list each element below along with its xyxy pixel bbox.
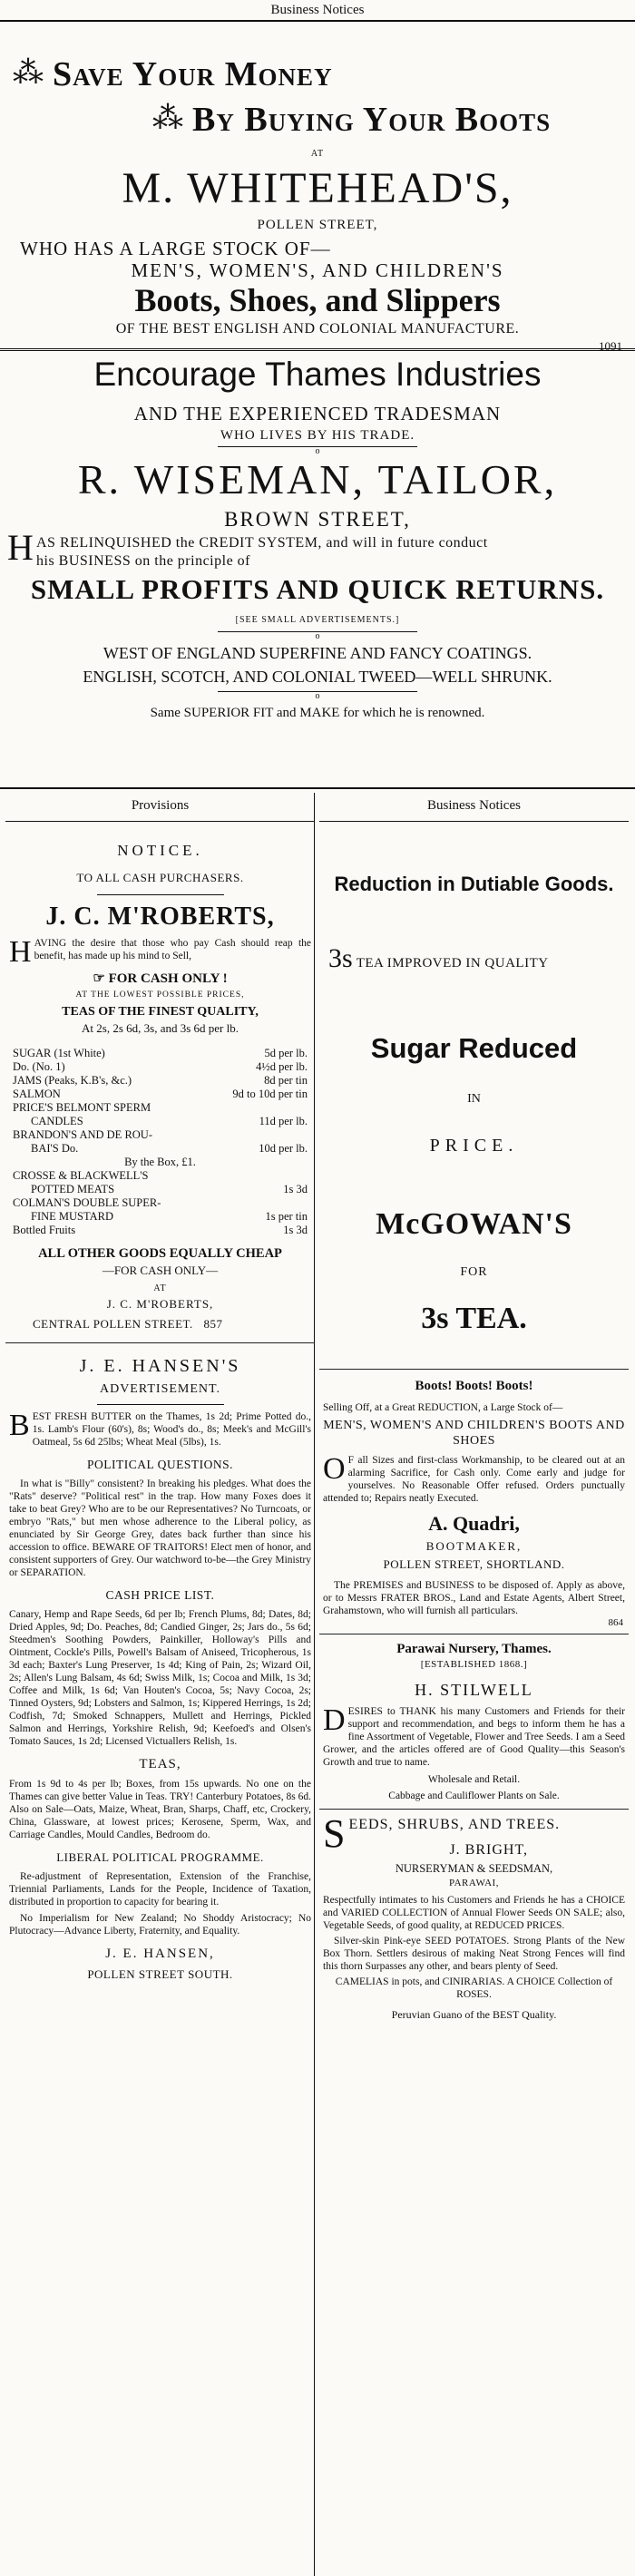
page-header: Business Notices xyxy=(270,3,365,17)
hansen-advertisement: ADVERTISEMENT. xyxy=(99,1382,221,1396)
political-heading: POLITICAL QUESTIONS. xyxy=(87,1458,233,1471)
price-row xyxy=(13,1047,308,1060)
of-all-text: F all Sizes and first-class Workmanship, to be cleared out at an alarming Sacrifice, for Cash only. Come early and judge for yourselves. No Reasonable Offer refused. Orders punctually attended to; Repairs neatly Executed. xyxy=(323,1455,625,1504)
quadri-name: A. Quadri, xyxy=(428,1512,520,1535)
notice-heading: NOTICE. xyxy=(117,842,203,859)
price-value: 11d per lb. xyxy=(259,1115,308,1127)
section-rule xyxy=(5,1342,315,1343)
price-row xyxy=(13,1142,308,1156)
cash-only: ☞ FOR CASH ONLY ! xyxy=(93,971,228,986)
price-item: POTTED MEATS xyxy=(31,1183,115,1195)
imperialism-text: No Imperialism for New Zealand; No Shoddy Aristocracy; No Plutocracy—Advance Liberty, Fraternity, and Equality. xyxy=(9,1913,311,1937)
mroberts-sign: J. C. M'ROBERTS, xyxy=(106,1297,214,1311)
cabbage: Cabbage and Cauliflower Plants on Sale. xyxy=(388,1791,560,1801)
of-all-dropcap: O xyxy=(323,1452,346,1486)
price-value: 4½d per lb. xyxy=(256,1060,308,1073)
at-label-left: AT xyxy=(153,1283,167,1293)
slogan: SMALL PROFITS AND QUICK RETURNS. xyxy=(30,573,605,605)
price-item: JAMS (Peaks, K.B's, &c.) xyxy=(13,1074,132,1087)
bright-name: J. BRIGHT, xyxy=(449,1842,529,1858)
selling-off: Selling Off, at a Great REDUCTION, a Large Stock of— xyxy=(323,1402,563,1413)
in-label: IN xyxy=(467,1092,481,1106)
other-goods: ALL OTHER GOODS EQUALLY CHEAP xyxy=(38,1246,282,1261)
for-label: FOR xyxy=(460,1265,488,1279)
section-rule-r3 xyxy=(319,1809,629,1810)
separator-3 xyxy=(218,691,417,701)
price-row xyxy=(13,1183,308,1196)
buying-boots-line: By Buying Your Boots xyxy=(192,101,552,139)
butter-dropcap: B xyxy=(9,1409,30,1442)
price-item: Do. (No. 1) xyxy=(13,1060,65,1073)
price-row xyxy=(13,1074,308,1088)
cash-price-heading: CASH PRICE LIST. xyxy=(105,1588,215,1602)
price-item: Bottled Fruits xyxy=(13,1224,76,1236)
price-row xyxy=(13,1210,308,1224)
sub-heading-1: AND THE EXPERIENCED TRADESMAN xyxy=(133,403,502,424)
price-value: 1s per tin xyxy=(265,1210,308,1223)
wholesale: Wholesale and Retail. xyxy=(427,1774,521,1785)
price-row xyxy=(13,1169,308,1183)
tea-price: 3s TEA. xyxy=(421,1302,527,1335)
tea-improved xyxy=(319,943,629,974)
boots-heading: Boots! Boots! Boots! xyxy=(415,1379,533,1393)
of-all-para xyxy=(319,1454,629,1505)
products: Boots, Shoes, and Slippers xyxy=(134,282,501,318)
price-row xyxy=(13,1101,308,1115)
encourage-heading: Encourage Thames Industries xyxy=(93,356,542,393)
price-row xyxy=(13,1196,308,1210)
price-row xyxy=(13,1128,308,1142)
price-item: FINE MUSTARD xyxy=(31,1210,114,1223)
whitehead-advertisement xyxy=(0,22,635,351)
lowest-prices: AT THE LOWEST POSSIBLE PRICES, xyxy=(75,990,245,1000)
price-value: 8d per tin xyxy=(264,1074,308,1087)
price-item: BAI'S Do. xyxy=(31,1142,79,1155)
established: [ESTABLISHED 1868.] xyxy=(420,1659,528,1670)
to-all-cash: TO ALL CASH PURCHASERS. xyxy=(76,871,244,884)
at-label: AT xyxy=(310,149,325,159)
wiseman-advertisement xyxy=(0,352,635,789)
hansen-sign: J. E. HANSEN, xyxy=(105,1947,215,1961)
intro-dropcap: H xyxy=(9,935,32,969)
price-value: 5d per lb. xyxy=(264,1047,308,1059)
for-cash-only: —FOR CASH ONLY— xyxy=(102,1264,219,1277)
price-item: CROSSE & BLACKWELL'S xyxy=(13,1169,149,1182)
price-label: PRICE. xyxy=(429,1136,519,1156)
price-value: 10d per lb. xyxy=(259,1142,308,1155)
price-item: By the Box, £1. xyxy=(124,1156,196,1168)
quality-line: OF THE BEST ENGLISH AND COLONIAL MANUFACTURE. xyxy=(115,321,520,337)
camelias-text: CAMELIAS in pots, and CINIRARIAS. A CHOICE Collection of ROSES. xyxy=(335,1976,613,2000)
price-row xyxy=(13,1060,308,1074)
reduction-heading: Reduction in Dutiable Goods. xyxy=(334,873,614,895)
silver-text: Silver-skin Pink-eye SEED POTATOES. Strong Plants of the New Box Thorn. Settlers desirous of making Neat Strong Fences will find this thorn Surpasses any other, and bears plenty of Seed. xyxy=(323,1936,625,1972)
premises-text: The PREMISES and BUSINESS to be disposed of. Apply as above, or to Messrs FRATER BROS., Land and Estate Agents, Albert Street, Grahamstown, who will furnish all particulars. xyxy=(323,1580,625,1616)
asterism-1: ⁂ xyxy=(13,56,44,90)
mcgowan-name: McGOWAN'S xyxy=(376,1207,572,1241)
bootmaker: BOOTMAKER, xyxy=(425,1539,523,1553)
small-rule xyxy=(97,894,224,895)
mroberts-address xyxy=(5,1317,315,1332)
stilwell-name: H. STILWELL xyxy=(415,1681,533,1699)
price-item: CANDLES xyxy=(31,1115,83,1127)
price-item: PRICE'S BELMONT SPERM xyxy=(13,1101,151,1114)
seeds-dropcap: S xyxy=(323,1811,346,1856)
section-rule-r1 xyxy=(319,1369,629,1370)
mens-boots: MEN'S, WOMEN'S AND CHILDREN'S BOOTS AND SHOES xyxy=(323,1419,625,1448)
mroberts-street: CENTRAL POLLEN STREET. xyxy=(33,1317,193,1331)
price-row xyxy=(13,1115,308,1128)
body-line-2: his BUSINESS on the principle of xyxy=(36,553,250,569)
goods-line-1: WEST OF ENGLAND SUPERFINE AND FANCY COATINGS. xyxy=(103,644,532,662)
price-value: 9d to 10d per tin xyxy=(232,1088,308,1100)
separator-mark: o xyxy=(315,446,320,456)
teas-heading: TEAS, xyxy=(139,1757,181,1771)
business-notices-column xyxy=(319,793,629,2022)
provisions-column xyxy=(5,793,315,1982)
guano-line: Peruvian Guano of the BEST Quality. xyxy=(391,2008,557,2021)
teas-finest: TEAS OF THE FINEST QUALITY, xyxy=(62,1005,259,1019)
price-row xyxy=(13,1224,308,1237)
price-value: 1s 3d xyxy=(283,1224,308,1236)
fit-line: Same SUPERIOR FIT and MAKE for which he is renowned. xyxy=(150,706,485,720)
see-small-ads: [SEE SMALL ADVERTISEMENTS.] xyxy=(235,615,400,625)
liberal-heading: LIBERAL POLITICAL PROGRAMME. xyxy=(56,1850,264,1864)
tailor-street: BROWN STREET, xyxy=(224,508,411,531)
stock-types: MEN'S, WOMEN'S, AND CHILDREN'S xyxy=(131,259,504,281)
seeds-heading: EEDS, SHRUBS, AND TREES. xyxy=(348,1817,561,1832)
quadri-address: POLLEN STREET, SHORTLAND. xyxy=(383,1557,565,1571)
body-line-1: AS RELINQUISHED the CREDIT SYSTEM, and will in future conduct xyxy=(36,535,488,551)
separator-mark-3: o xyxy=(315,691,320,701)
price-value: 1s 3d xyxy=(283,1183,308,1195)
teas-prices: At 2s, 2s 6d, 3s, and 3s 6d per lb. xyxy=(82,1021,239,1035)
asterism-2: ⁂ xyxy=(152,102,183,135)
sub-heading-2: WHO LIVES BY HIS TRADE. xyxy=(220,428,415,443)
desires-para xyxy=(319,1705,629,1769)
intro-text: AVING the desire that those who pay Cash should reap the benefit, has made up his mind to Sell, xyxy=(34,938,311,961)
nurseryman: NURSERYMAN & SEEDSMAN, xyxy=(395,1862,553,1875)
tea-improved-text: TEA IMPROVED IN QUALITY xyxy=(356,956,549,971)
business-notices-header: Business Notices xyxy=(319,793,629,822)
cash-price-text: Canary, Hemp and Rape Seeds, 6d per lb; French Plums, 8d; Dates, 8d; Dried Apples, 9d; Do. Peaches, 8d; Candied Ginger, 2s; Jars do., 5s 6d; Steedmen's Soothing Powders, Painkiller, Holloway's Pills and Ointment, Cockle's Pills, Powell's Balsam of Aniseed, Tricopherous, 1s 3d each; Baxter's Lung Preserver, 1s 4d; King of Pain, 2s; Wizard Oil, 2s; Allen's Lung Balsam, 4s 6d; Swiss Milk, 1s; Cocoa and Milk, 1s 3d; Coffee and Milk, 1s 6d; Van Houten's Cocoa, 5s; Navy Cocoa, 2s; Tinned Oysters, 9d; Lobsters and Salmon, 1s; Kippered Herrings, 1s 2d; Codfish, 7d; Smoked Schnappers, Mullett and Herrings, Pickled Salmon and Herrings, Yorkshire Relish, 9d; Keefoed's and Olsen's Tomato Sauces, 1s 2d; Licensed Victuallers Relish, 1s. xyxy=(9,1609,311,1747)
desires-text: ESIRES to THANK his many Customers and Friends for their support and recommendation, and begs to inform them he has a fine Assortment of Vegetable, Flower and Tree Seeds. I am a Seed Grower, and the articles offered are of Good Quality—this Season's Growth and true to name. xyxy=(323,1706,625,1768)
mroberts-ref: 857 xyxy=(203,1317,223,1331)
respectfully-text: Respectfully intimates to his Customers and Friends he has a CHOICE and VARIED COLLECTION of Annual Flower Seeds ON SALE; also, Vegetable Seeds, of good quality, at REDUCED PRICES. xyxy=(323,1895,625,1931)
hansen-address: POLLEN STREET SOUTH. xyxy=(87,1967,233,1981)
price-item: COLMAN'S DOUBLE SUPER- xyxy=(13,1196,161,1209)
hansen-name: J. E. HANSEN'S xyxy=(79,1356,241,1376)
parawai-heading: Parawai Nursery, Thames. xyxy=(396,1642,552,1656)
price-list xyxy=(13,1047,308,1237)
tailor-name: R. WISEMAN, TAILOR, xyxy=(77,456,558,503)
save-money-line: Save Your Money xyxy=(53,55,333,93)
stock-intro: WHO HAS A LARGE STOCK OF— xyxy=(20,238,331,259)
goods-line-2: ENGLISH, SCOTCH, AND COLONIAL TWEED—WELL SHRUNK. xyxy=(83,668,552,686)
separator-2 xyxy=(218,631,417,641)
liberal-text: Re-adjustment of Representation, Extension of the Franchise, Triennial Parliaments, Lands for the People, Incidence of Taxation, distributed in proportion to capacity for bearing it. xyxy=(9,1871,311,1908)
teas-text: From 1s 9d to 4s per lb; Boxes, from 15s upwards. No one on the Thames can give better Value in Teas. TRY! Canterbury Potatoes, 8s 6d. Also on Sale—Oats, Maize, Wheat, Bran, Sharps, Chaff, etc, Crockery, China, Glassware, at lowest prices; Kerosene, Sperm, Wax, and Carriage Candles, Mould Candles, Bedroom do. xyxy=(9,1779,311,1840)
provisions-header: Provisions xyxy=(5,793,315,822)
political-text: In what is "Billy" consistent? In breaking his pledges. What does the "Rats" deserve? "Political rest" in the trap. How many Foxes does it take to beat Grey? Who are to be our Representatives? No Turncoats, or embryo "Rats," but men whose adherence to the Liberal policy, as enunciated by Sir George Grey, dates back further than since his accession to office. BEWARE OF TRAITORS! Elect men of honor, and consistent supporters of Grey. Our watchword to-be—the Grey Ministry or SEPARATION. xyxy=(9,1478,311,1578)
merchant-name: M. WHITEHEAD'S, xyxy=(122,164,513,212)
price-row xyxy=(13,1088,308,1101)
mroberts-intro xyxy=(5,935,315,969)
premises-ref: 864 xyxy=(608,1617,623,1628)
butter-para xyxy=(5,1410,315,1449)
price-item: SALMON xyxy=(13,1088,61,1100)
price-row xyxy=(13,1156,308,1169)
street-name: POLLEN STREET, xyxy=(257,218,378,232)
desires-dropcap: D xyxy=(323,1703,346,1737)
body-dropcap: H xyxy=(7,527,34,568)
tea-3s: 3s xyxy=(328,943,353,973)
parawai-label: PARAWAI, xyxy=(449,1878,499,1888)
sugar-reduced: Sugar Reduced xyxy=(370,1032,578,1064)
butter-text: EST FRESH BUTTER on the Thames, 1s 2d; Prime Potted do., 1s. Lamb's Flour (60's), 8s; Wood's do., 8s; Meek's and McGill's Oatmeal, 5s 6d 25lbs; Wheat Meal (5lbs), 1s. xyxy=(32,1411,311,1448)
ad-ref: 1091 xyxy=(599,339,622,353)
price-item: BRANDON'S AND DE ROU- xyxy=(13,1128,152,1141)
mroberts-name: J. C. M'ROBERTS, xyxy=(45,903,275,931)
small-rule-2 xyxy=(97,1404,224,1405)
separator-mark-2: o xyxy=(315,631,320,641)
price-item: SUGAR (1st White) xyxy=(13,1047,105,1059)
